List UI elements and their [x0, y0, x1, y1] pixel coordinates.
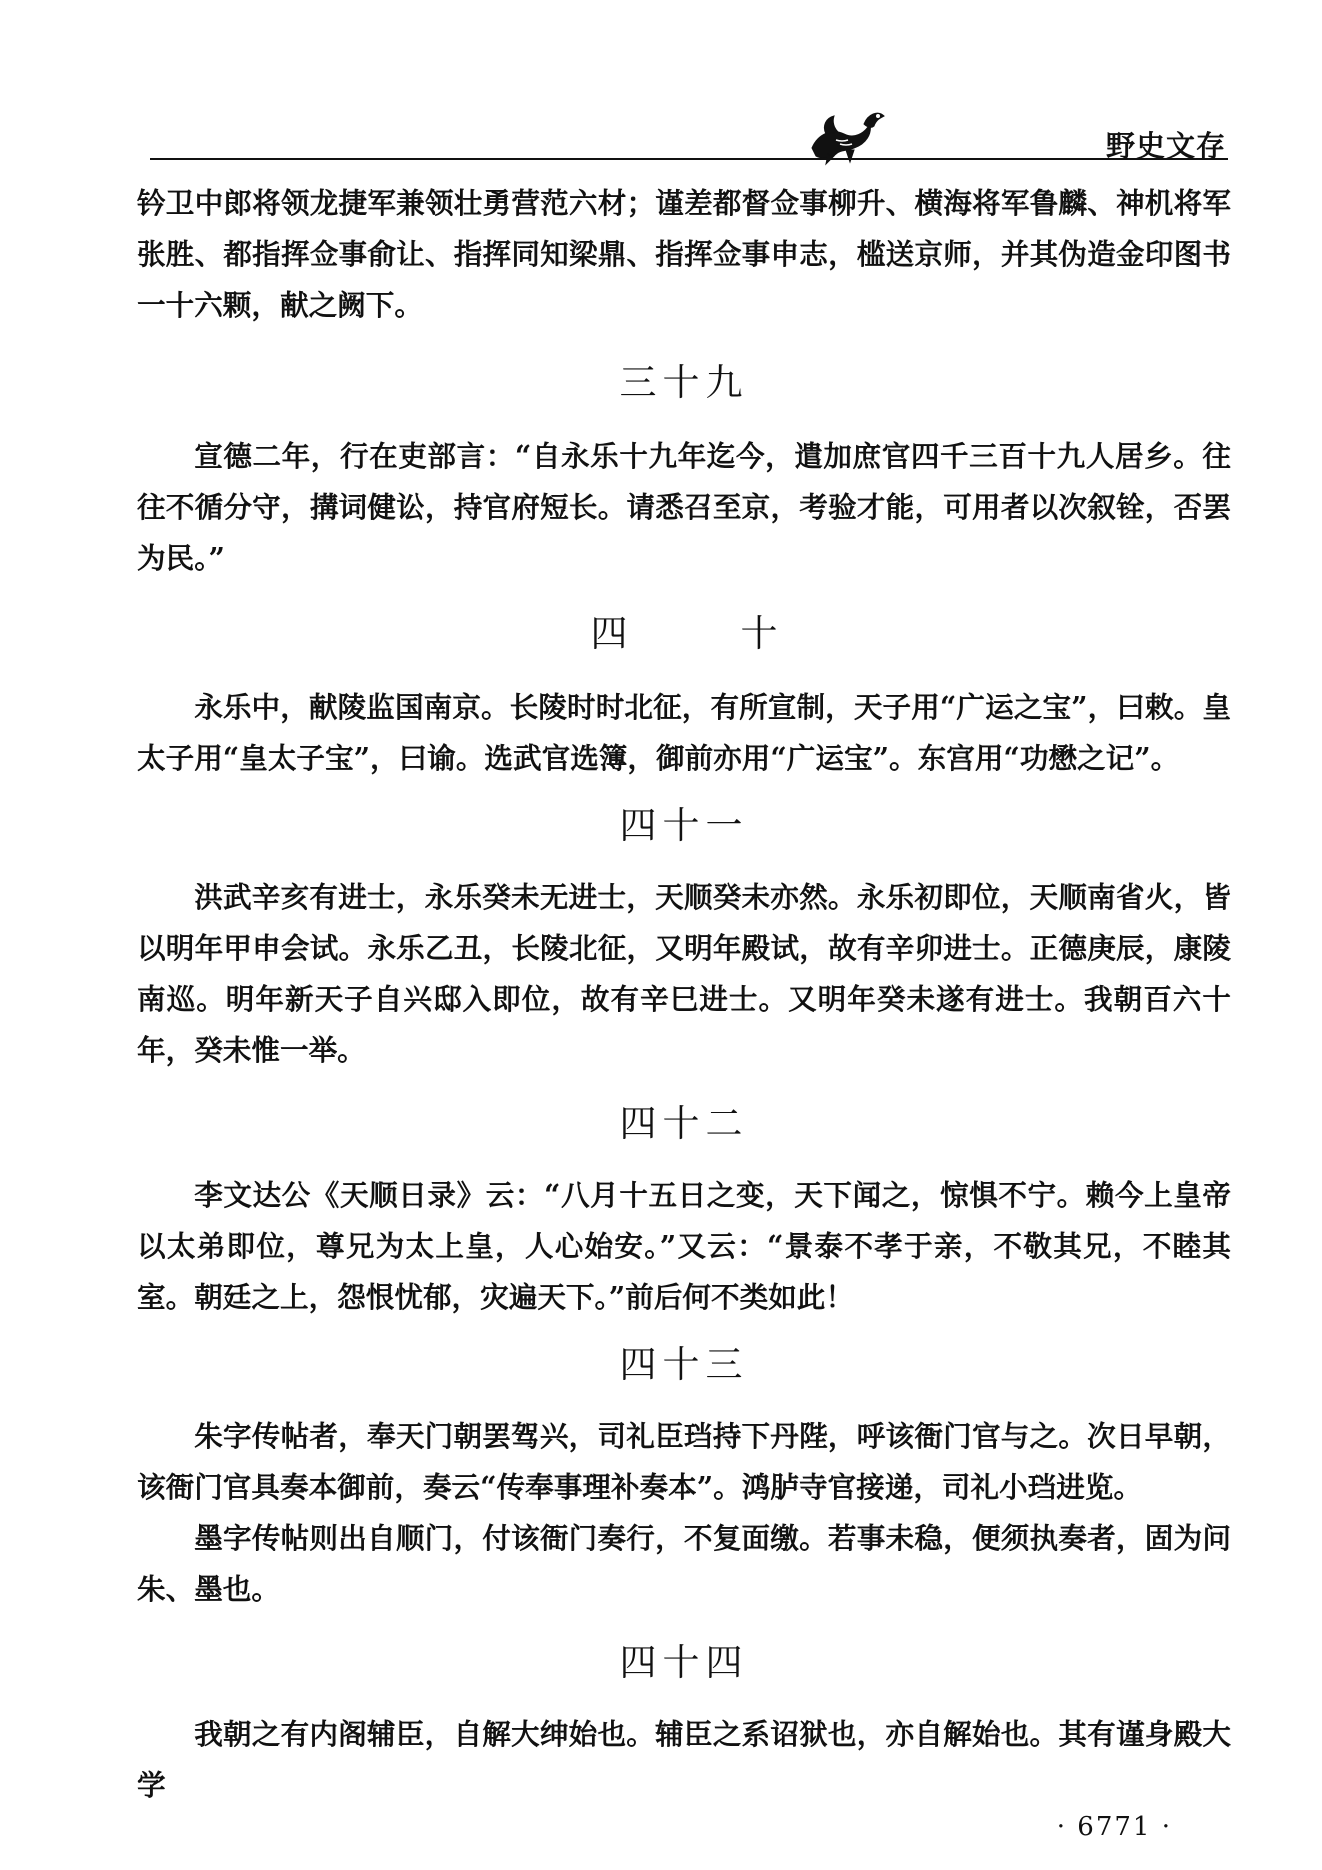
paragraph: 李文达公《天顺日录》云：“八月十五日之变，天下闻之，惊惧不宁。赖今上皇帝以太弟即位，尊兄为太上皇，人心始安。”又云：“景泰不孝于亲，不敬其兄，不睦其室。朝廷之上，怨恨忧郁，灾遍天下。”前后何不类如此！	[137, 1178, 1231, 1314]
paragraph: 洪武辛亥有进士，永乐癸未无进士，天顺癸未亦然。永乐初即位，天顺南省火，皆以明年甲申会试。永乐乙丑，长陵北征，又明年殿试，故有辛卯进士。正德庚辰，康陵南巡。明年新天子自兴邸入即位，故有辛巳进士。又明年癸未遂有进士。我朝百六十年，癸未惟一举。	[137, 880, 1231, 1067]
paragraph: 宣德二年，行在吏部言：“自永乐十九年迄今，遣加庶官四千三百十九人居乡。往往不循分守，搆词健讼，持官府短长。请悉召至京，考验才能，可用者以次叙铨，否罢为民。”	[137, 439, 1231, 575]
section-title: 四十二	[619, 1102, 749, 1145]
section-title: 四十三	[619, 1343, 749, 1386]
paragraph: 钤卫中郎将领龙捷军兼领壮勇营范六材；谨差都督佥事柳升、横海将军鲁麟、神机将军张胜、都指挥佥事俞让、指挥同知梁鼎、指挥佥事申志，槛送京师，并其伪造金印图书一十六颗，献之阙下。	[137, 186, 1231, 322]
paragraph: 永乐中，献陵监国南京。长陵时时北征，有所宣制，天子用“广运之宝”，曰敕。皇太子用“皇太子宝”，曰谕。选武官选簿，御前亦用“广运宝”。东宫用“功懋之记”。	[137, 690, 1231, 775]
paragraph: 墨字传帖则出自顺门，付该衙门奏行，不复面缴。若事未稳，便须执奏者，固为问朱、墨也。	[137, 1521, 1231, 1606]
paragraph: 我朝之有内阁辅臣，自解大绅始也。辅臣之系诏狱也，亦自解始也。其有谨身殿大学	[137, 1717, 1231, 1802]
page-number: · 6771 ·	[1056, 1812, 1172, 1842]
section-title: 四十四	[619, 1641, 749, 1684]
section-title: 四十一	[619, 804, 749, 847]
section-title: 三十九	[619, 361, 749, 404]
dragon-emblem-icon	[806, 104, 888, 166]
header-rule	[150, 158, 1228, 160]
paragraph: 朱字传帖者，奉天门朝罢驾兴，司礼臣珰持下丹陛，呼该衙门官与之。次日早朝，该衙门官具奏本御前，奏云“传奉事理补奏本”。鸿胪寺官接递，司礼小珰进览。	[137, 1419, 1231, 1504]
collection-title: 野史文存	[1105, 129, 1226, 163]
main-text	[137, 178, 1231, 1811]
section-title: 四 十	[590, 612, 816, 655]
